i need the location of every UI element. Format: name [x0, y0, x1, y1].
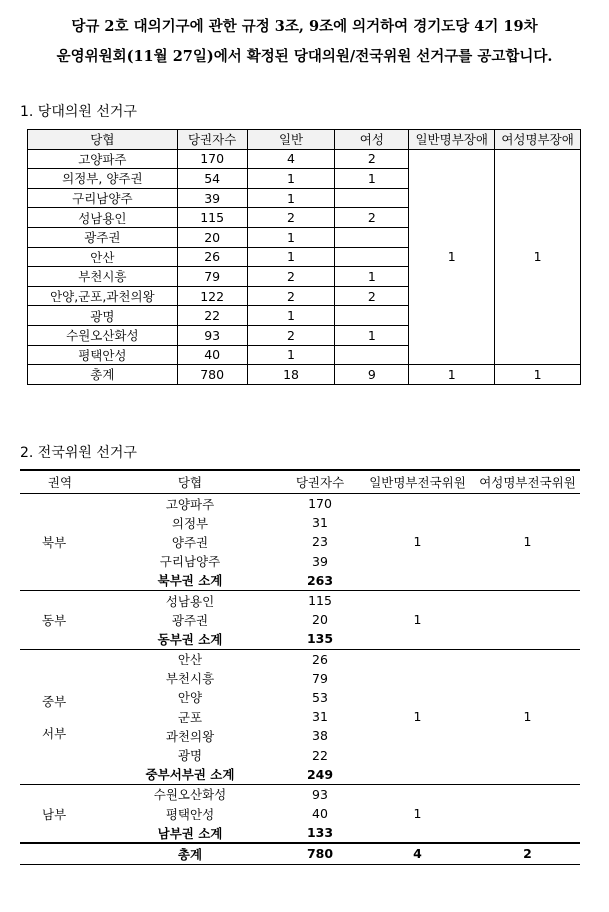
- district-name: 수원오산화성: [28, 325, 178, 345]
- total-general: 18: [247, 365, 335, 385]
- table-row: [20, 494, 580, 514]
- region-line: 남부: [42, 806, 67, 822]
- member-count: 53: [312, 689, 328, 705]
- general-seats: 1: [247, 306, 335, 326]
- total-fd: 1: [495, 365, 581, 385]
- subtotal-label: 남부권 소계: [100, 823, 280, 843]
- female-seats: [335, 345, 409, 365]
- region-name: [20, 494, 100, 591]
- subtotal-count: 249: [280, 765, 360, 785]
- member-count: 20: [177, 227, 247, 247]
- district-name: 평택안성: [28, 345, 178, 365]
- member-count: 22: [312, 747, 328, 763]
- column-header: 당권자수: [280, 470, 360, 494]
- district-name: 안산: [28, 247, 178, 267]
- region-name: [20, 784, 100, 843]
- district-name: 광명: [177, 748, 203, 764]
- region-name: [20, 590, 100, 649]
- region-line: 중부: [42, 693, 67, 709]
- member-count: 26: [177, 247, 247, 267]
- female-seats: 1: [335, 267, 409, 287]
- column-header: 당협: [100, 470, 280, 494]
- total-row: [28, 365, 581, 385]
- district-name: 안양,군포,과천의왕: [28, 286, 178, 306]
- female-seats: 2: [335, 208, 409, 228]
- subtotal-label: 동부권 소계: [100, 629, 280, 649]
- district-name: 군포: [177, 709, 203, 725]
- region-line: 북부: [42, 534, 67, 550]
- female-seats: [335, 188, 409, 208]
- female-disabled-seats: 1: [495, 149, 581, 365]
- member-count: 31: [312, 515, 328, 531]
- female-seats: [335, 247, 409, 267]
- female-seats: 2: [335, 149, 409, 169]
- delegate-district-table: [27, 129, 581, 385]
- table-header-row: [28, 130, 581, 150]
- district-name: 고양파주: [165, 496, 215, 512]
- column-header: 권역: [20, 470, 100, 494]
- title-line-1: 당규 2호 대의기구에 관한 규정 3조, 9조에 의거하여 경기도당 4기 19차: [71, 18, 538, 35]
- female-committee-seats: [475, 590, 580, 649]
- general-seats: 1: [247, 247, 335, 267]
- district-name: 과천의왕: [165, 728, 215, 744]
- district-name: 의정부: [171, 515, 209, 531]
- column-header: 일반명부장애: [409, 130, 495, 150]
- district-name: 광주권: [28, 227, 178, 247]
- member-count: 23: [312, 534, 328, 550]
- general-committee-seats: 1: [360, 494, 475, 591]
- female-committee-seats: 1: [475, 494, 580, 591]
- member-count: 39: [312, 553, 328, 569]
- table-header-row: [20, 470, 580, 494]
- district-name: 구리남양주: [159, 554, 221, 570]
- district-name: 부천시흥: [165, 671, 215, 687]
- region-line: 동부: [42, 612, 67, 628]
- total-female: 9: [335, 365, 409, 385]
- member-count: 40: [312, 806, 328, 822]
- column-header: 당협: [28, 130, 178, 150]
- district-name: 성남용인: [165, 593, 215, 609]
- district-name: 안산: [177, 652, 203, 668]
- member-count: 26: [312, 651, 328, 667]
- region-name: [20, 649, 100, 784]
- female-seats: 1: [335, 169, 409, 189]
- general-committee-seats: 1: [360, 784, 475, 843]
- title-line-2: 운영위원회(11월 27일)에서 확정된 당대의원/전국위원 선거구를 공고합니다.: [56, 48, 553, 65]
- section2-heading: 2. 전국위원 선거구: [20, 445, 137, 461]
- district-name: 구리남양주: [28, 188, 178, 208]
- region-line: 서부: [42, 725, 67, 741]
- district-name: 안양: [177, 690, 203, 706]
- general-seats: 2: [247, 208, 335, 228]
- total-row: [20, 843, 580, 864]
- column-header: 일반명부전국위원: [360, 470, 475, 494]
- district-name: 성남용인: [28, 208, 178, 228]
- member-count: 122: [177, 286, 247, 306]
- table-row: [20, 590, 580, 610]
- member-count: 93: [177, 325, 247, 345]
- column-header: 여성: [335, 130, 409, 150]
- district-name: 양주권: [171, 534, 209, 550]
- table-row: [20, 649, 580, 669]
- female-seats: [335, 227, 409, 247]
- female-seats: 1: [335, 325, 409, 345]
- district-name: 평택안성: [165, 806, 215, 822]
- table-row: [20, 784, 580, 804]
- total-region-blank: [20, 843, 100, 864]
- district-name: 의정부, 양주권: [28, 169, 178, 189]
- member-count: 170: [177, 149, 247, 169]
- total-label: 총계: [100, 843, 280, 864]
- total-members: 780: [280, 843, 360, 864]
- column-header: 여성명부전국위원: [475, 470, 580, 494]
- member-count: 79: [177, 267, 247, 287]
- member-count: 40: [177, 345, 247, 365]
- general-seats: 2: [247, 325, 335, 345]
- member-count: 38: [312, 728, 328, 744]
- notice-title: [0, 12, 609, 72]
- district-name: 수원오산화성: [153, 787, 227, 803]
- general-seats: 1: [247, 227, 335, 247]
- member-count: 115: [177, 208, 247, 228]
- general-seats: 4: [247, 149, 335, 169]
- subtotal-count: 133: [280, 823, 360, 843]
- general-disabled-seats: 1: [409, 149, 495, 365]
- member-count: 22: [177, 306, 247, 326]
- column-header: 당권자수: [177, 130, 247, 150]
- total-female: 2: [475, 843, 580, 864]
- national-committee-table: [20, 469, 580, 865]
- subtotal-count: 135: [280, 629, 360, 649]
- district-name: 광주권: [171, 612, 209, 628]
- general-seats: 1: [247, 188, 335, 208]
- total-label: 총계: [28, 365, 178, 385]
- member-count: 20: [312, 612, 328, 628]
- female-committee-seats: [475, 784, 580, 843]
- district-name: 부천시흥: [28, 267, 178, 287]
- member-count: 170: [308, 496, 332, 512]
- member-count: 115: [308, 593, 332, 609]
- total-members: 780: [177, 365, 247, 385]
- subtotal-label: 북부권 소계: [100, 571, 280, 591]
- district-name: 광명: [28, 306, 178, 326]
- general-seats: 1: [247, 169, 335, 189]
- table-row: [28, 149, 581, 169]
- general-committee-seats: 1: [360, 590, 475, 649]
- section1-heading: 1. 당대의원 선거구: [20, 104, 137, 120]
- column-header: 일반: [247, 130, 335, 150]
- subtotal-count: 263: [280, 571, 360, 591]
- female-committee-seats: 1: [475, 649, 580, 784]
- general-seats: 1: [247, 345, 335, 365]
- district-name: 고양파주: [28, 149, 178, 169]
- member-count: 39: [177, 188, 247, 208]
- female-seats: [335, 306, 409, 326]
- column-header: 여성명부장애: [495, 130, 581, 150]
- general-seats: 2: [247, 286, 335, 306]
- total-gd: 1: [409, 365, 495, 385]
- general-committee-seats: 1: [360, 649, 475, 784]
- subtotal-label: 중부서부권 소계: [100, 765, 280, 785]
- general-seats: 2: [247, 267, 335, 287]
- female-seats: 2: [335, 286, 409, 306]
- member-count: 31: [312, 709, 328, 725]
- member-count: 79: [312, 670, 328, 686]
- member-count: 54: [177, 169, 247, 189]
- member-count: 93: [312, 786, 328, 802]
- total-general: 4: [360, 843, 475, 864]
